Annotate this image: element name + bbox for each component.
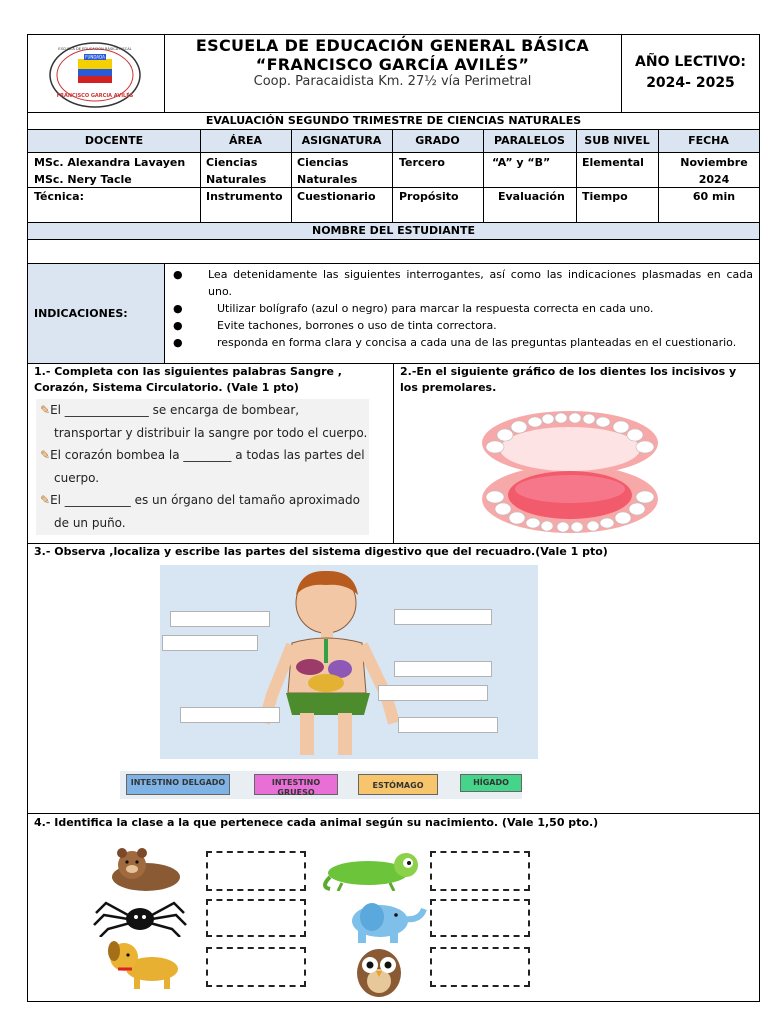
q1-line: cuerpo. [54, 470, 100, 485]
label-box[interactable] [170, 611, 270, 627]
header-docente: DOCENTE [84, 134, 144, 147]
bullet-icon: ● [173, 319, 183, 332]
label-box[interactable] [378, 685, 488, 701]
header-fecha: FECHA [688, 134, 729, 147]
word-estomago[interactable]: ESTÓMAGO [358, 774, 438, 795]
label-box[interactable] [180, 707, 280, 723]
pencil-icon: ✎ [40, 403, 51, 417]
header-paralelos: PARALELOS [494, 134, 565, 147]
student-name-label: NOMBRE DEL ESTUDIANTE [311, 224, 476, 237]
logo-middle-text: FUNDADA [85, 54, 105, 60]
bullet-icon: ● [173, 302, 183, 315]
indication-item: ● Evite tachones, borrones o uso de tinta correctora. [173, 319, 497, 332]
proposito-label: Propósito [399, 190, 459, 203]
instrumento-label: Instrumento [206, 190, 283, 203]
grado-value: Tercero [399, 156, 445, 169]
subnivel-value: Elemental [582, 156, 644, 169]
q1-fill-blanks-image [36, 399, 369, 535]
student-name-field[interactable] [28, 240, 759, 264]
paralelos-value: “A” y “B” [492, 156, 551, 169]
owl-icon [352, 943, 406, 999]
indication-item: ● Lea detenidamente las siguientes interrogantes, así como las indicaciones plasmadas en cada uno. [173, 268, 753, 298]
word-bank [120, 771, 522, 799]
q3-title: 3.- Observa ,localiza y escribe las partes del sistema digestivo que del recuadro.(Vale 1 pto) [34, 545, 608, 558]
indication-item: ● responda en forma clara y concisa a cada una de las preguntas planteadas en el cuestionario. [173, 336, 737, 349]
word-higado[interactable]: HÍGADO [460, 774, 522, 792]
label-box[interactable] [394, 661, 492, 677]
header-area: ÁREA [228, 134, 262, 147]
label-box[interactable] [162, 635, 258, 651]
word-intestino-grueso[interactable]: INTESTINO GRUESO [254, 774, 338, 795]
q1-line: ✎El ______________ se encarga de bombear, [40, 403, 300, 417]
q1-line: ✎El corazón bombea la ________ a todas las partes del [40, 448, 365, 462]
asignatura-value: Ciencias Naturales [297, 156, 358, 186]
header-subnivel: SUB NIVEL [584, 134, 650, 147]
answer-box-spider[interactable] [206, 899, 306, 937]
bear-icon [96, 847, 196, 893]
answer-box-owl[interactable] [430, 947, 530, 987]
pencil-icon: ✎ [40, 448, 51, 462]
school-logo [48, 41, 142, 109]
table-row [28, 188, 759, 223]
chameleon-icon [318, 847, 430, 891]
cuestionario-value: Cuestionario [297, 190, 376, 203]
docente-2: MSc. Nery Tacle [34, 173, 132, 186]
bullet-icon: ● [173, 336, 183, 349]
school-address: Coop. Paracaidista Km. 27½ vía Perimetral [253, 74, 532, 89]
answer-box-bear[interactable] [206, 851, 306, 891]
answer-box-elephant[interactable] [430, 899, 530, 937]
word-intestino-delgado[interactable]: INTESTINO DELGADO [126, 774, 230, 795]
spider-icon [92, 897, 188, 937]
label-box[interactable] [394, 609, 492, 625]
answer-box-chameleon[interactable] [430, 851, 530, 891]
indications-list [173, 266, 753, 351]
digestive-diagram [160, 565, 538, 759]
evaluation-title: EVALUACIÓN SEGUNDO TRIMESTRE DE CIENCIAS NATURALES [205, 114, 582, 127]
tiempo-label: Tiempo [582, 190, 628, 203]
q1-title: 1.- Completa con las siguientes palabras Sangre , Corazón, Sistema Circulatorio. (Vale 1 pto) [34, 365, 342, 394]
school-name: ESCUELA DE EDUCACIÓN GENERAL BÁSICA [195, 36, 590, 55]
dog-icon [98, 935, 190, 989]
q1-line: transportar y distribuir la sangre por todo el cuerpo. [54, 425, 368, 440]
bullet-icon: ● [173, 268, 183, 281]
teeth-diagram [475, 409, 665, 535]
tiempo-value: 60 min [692, 190, 736, 203]
q1-line: de un puño. [54, 515, 126, 530]
elephant-icon [328, 897, 432, 945]
header-grado: GRADO [415, 134, 460, 147]
docente-1: MSc. Alexandra Lavayen [34, 156, 186, 169]
tecnica-label: Técnica: [34, 190, 84, 203]
label-box[interactable] [398, 717, 498, 733]
logo-top-text: ESCUELA DE EDUCACIÓN BÁSICA FISCAL [58, 47, 132, 51]
indication-item: ● Utilizar bolígrafo (azul o negro) para marcar la respuesta correcta en cada uno. [173, 302, 654, 315]
answer-box-dog[interactable] [206, 947, 306, 987]
q1-line: ✎El ___________ es un órgano del tamaño aproximado [40, 493, 360, 507]
year-value: 2024- 2025 [646, 75, 735, 91]
area-value: Ciencias Naturales [206, 156, 267, 186]
exam-page [27, 34, 760, 1002]
school-name-2: “FRANCISCO GARCÍA AVILÉS” [255, 55, 530, 74]
evaluacion-value: Evaluación [498, 190, 565, 203]
logo-bottom-text: FRANCISCO GARCIA AVILÉS [56, 93, 134, 99]
q2-title: 2.-En el siguiente gráfico de los dientes los incisivos y los premolares. [400, 365, 737, 394]
header-asignatura: ASIGNATURA [301, 134, 382, 147]
pencil-icon: ✎ [40, 493, 51, 507]
year-label: AÑO LECTIVO: [635, 54, 746, 70]
indications-label: INDICACIONES: [34, 307, 128, 320]
fecha-value: Noviembre 2024 [680, 156, 748, 186]
q4-title: 4.- Identifica la clase a la que pertenece cada animal según su nacimiento. (Vale 1,50 pto.) [34, 816, 599, 829]
